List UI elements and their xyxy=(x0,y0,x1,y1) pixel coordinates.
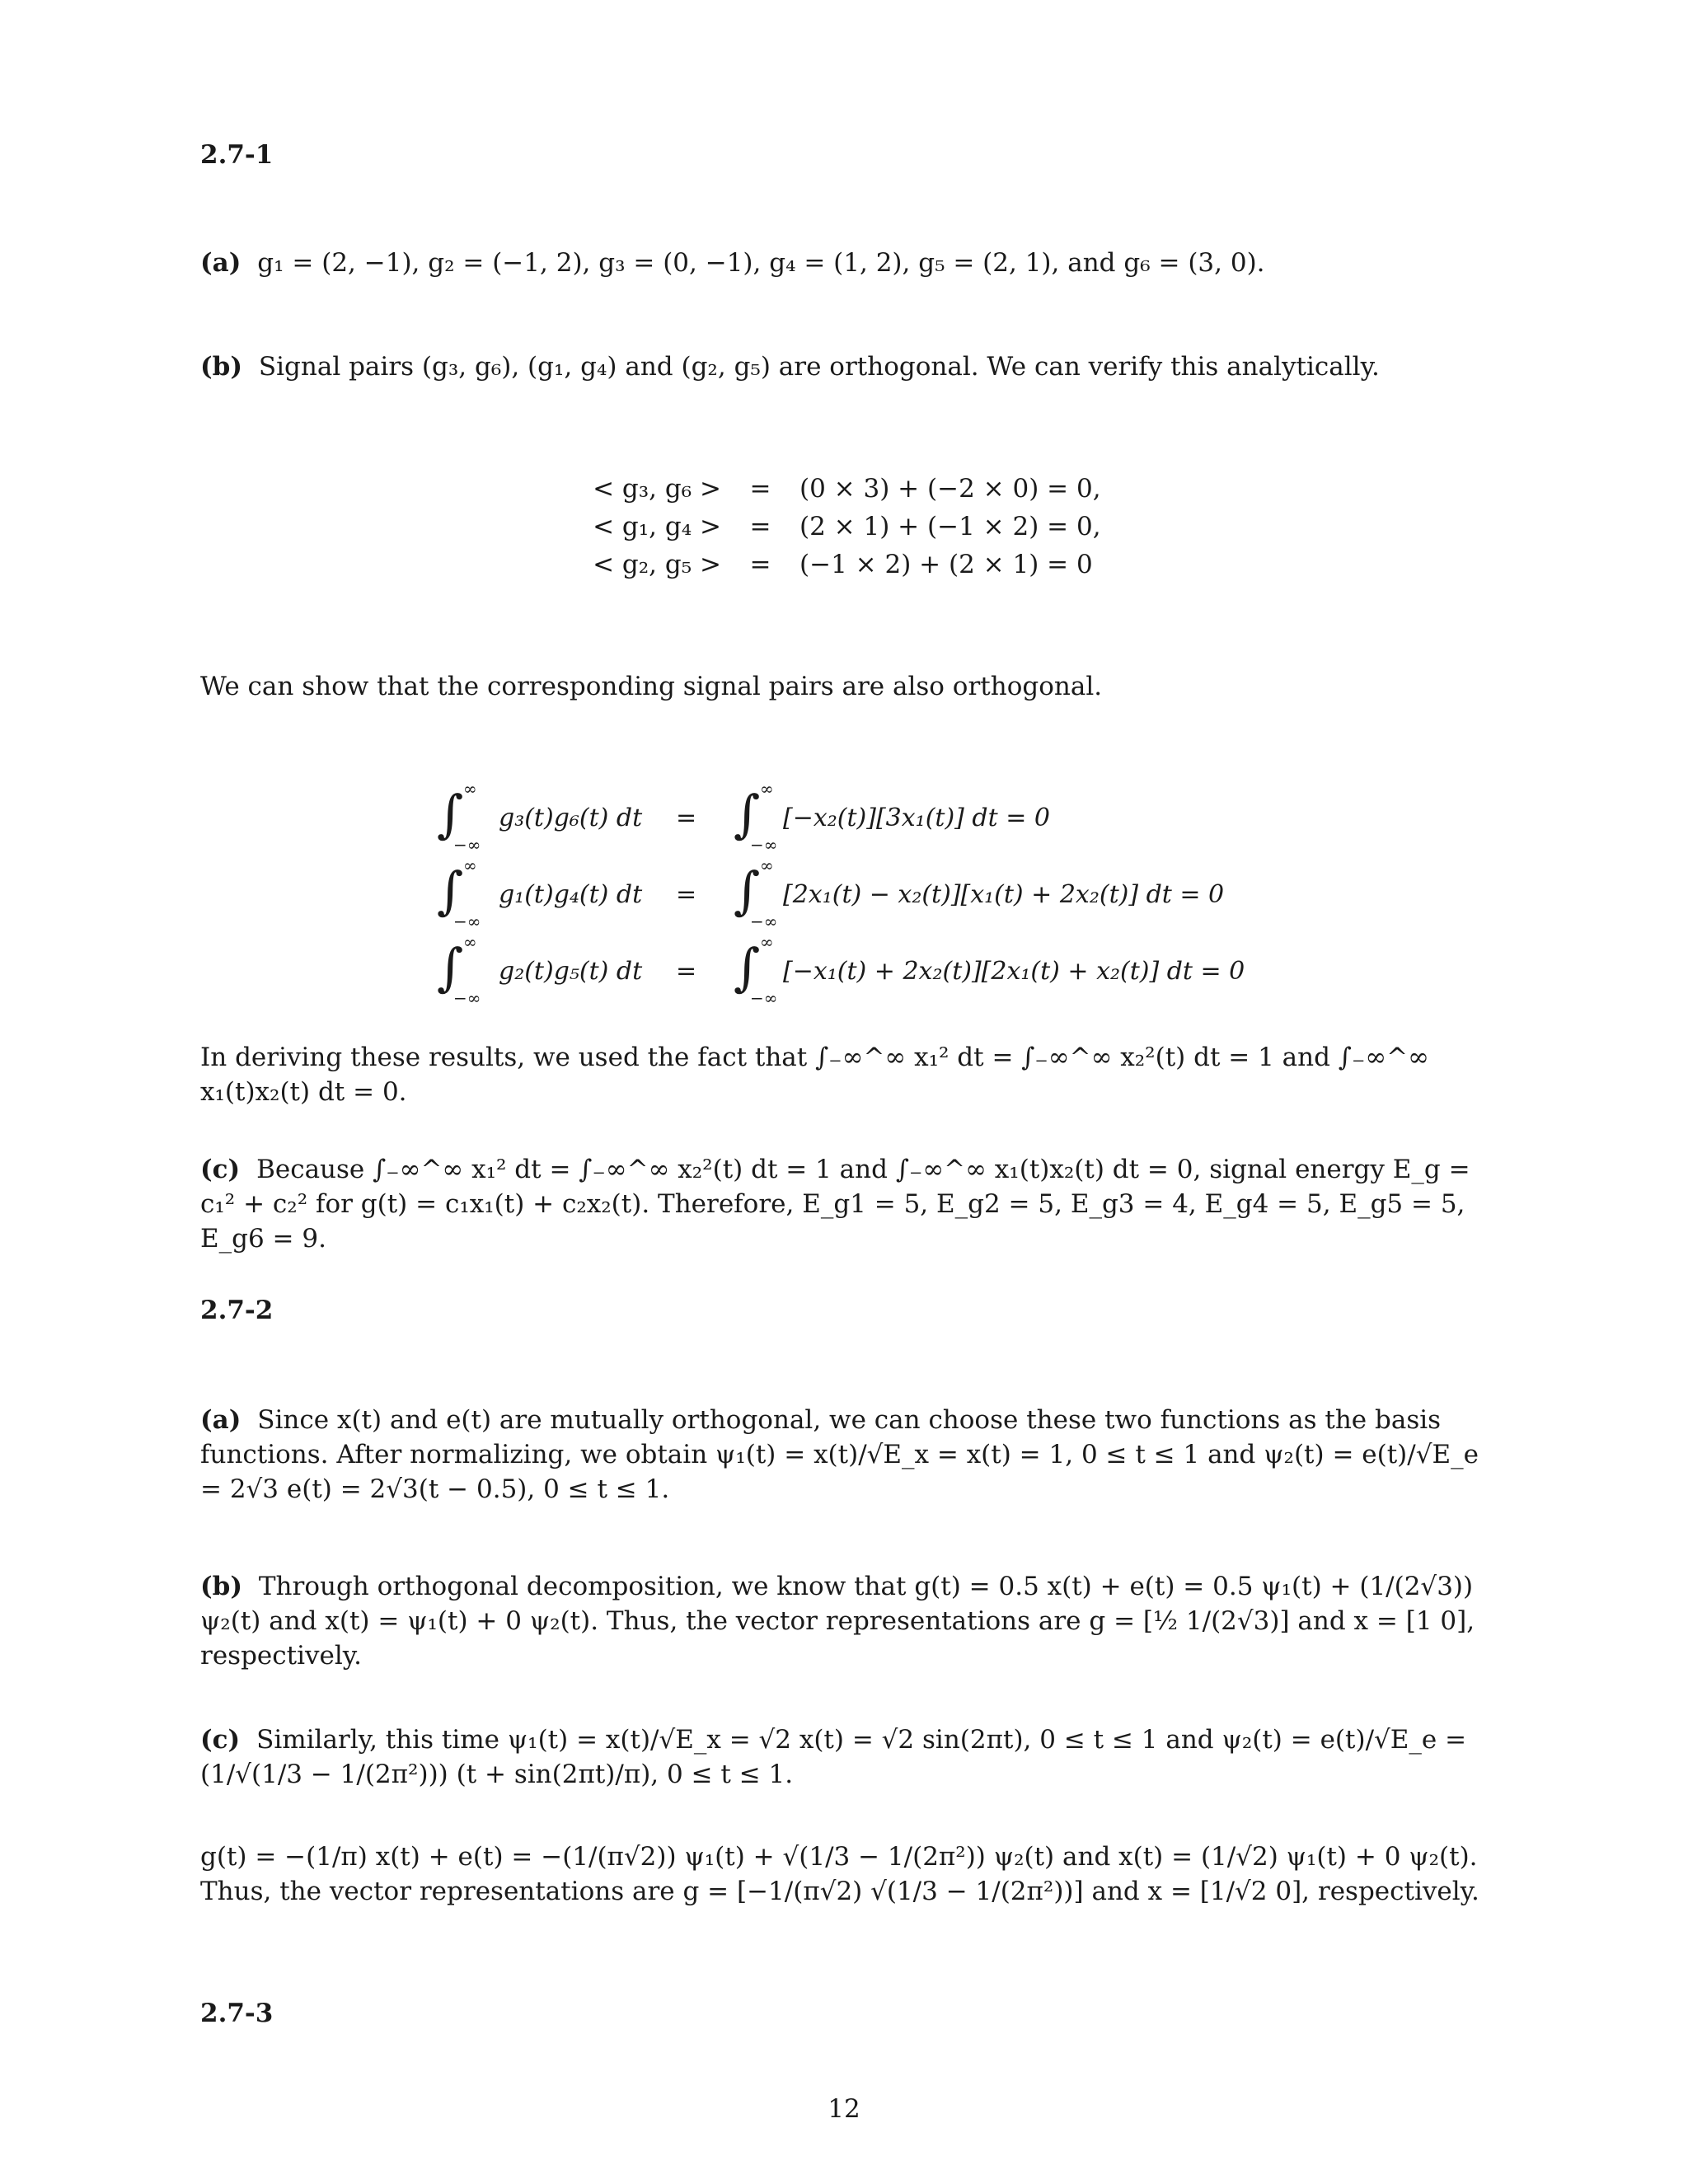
lower-limit: −∞ xyxy=(750,835,778,855)
part-label: (b) xyxy=(200,1572,243,1601)
part-text: Through orthogonal decomposition, we know that g(t) = 0.5 x(t) + e(t) = 0.5 ψ₁(t) + (1/(2√3)) ψ₂(t) and x(t) = ψ₁(t) + 0 ψ₂(t). Thus, the vector representations are g = [½ 1/(2√3)] and x = [1 0], respectively. xyxy=(200,1572,1475,1671)
equation-lhs: < g₁, g₄ > xyxy=(593,512,721,541)
integral-sign-icon: ∫ xyxy=(437,937,464,997)
integral-lhs: g₁(t)g₄(t) dt xyxy=(499,880,643,909)
equation-rhs: (−1 × 2) + (2 × 1) = 0 xyxy=(799,550,1093,579)
part-label: (c) xyxy=(200,1725,241,1755)
equation-row xyxy=(556,508,1101,546)
page-number: 12 xyxy=(828,2094,860,2124)
equals-sign: = xyxy=(676,880,697,909)
integral-lhs: g₂(t)g₅(t) dt xyxy=(499,957,643,986)
paragraph-vector-representations: g(t) = −(1/π) x(t) + e(t) = −(1/(π√2)) ψ₁(t) + √(1/3 − 1/(2π²)) ψ₂(t) and x(t) = (1/√2) ψ₁(t) + 0 ψ₂(t). Thus, the vector representations are g = [−1/(π√2) √(1/3 − 1/(2π²))] and x = [1/√2 0], respectively. xyxy=(200,1842,1479,1906)
integral-rhs: [−x₁(t) + 2x₂(t)][2x₁(t) + x₂(t)] dt = 0 xyxy=(783,957,1245,986)
section-heading-2-7-3: 2.7-3 xyxy=(200,1999,274,2028)
part-label: (b) xyxy=(200,352,243,382)
equals-sign: = xyxy=(676,804,697,832)
integral-sign-icon: ∫ xyxy=(734,784,761,844)
equals-sign: = xyxy=(749,512,771,541)
equals-sign: = xyxy=(749,550,771,579)
equation-rhs: (0 × 3) + (−2 × 0) = 0, xyxy=(799,474,1101,504)
part-c-2-7-2 xyxy=(200,1722,1496,1792)
lower-limit: −∞ xyxy=(453,912,481,931)
section-heading-2-7-1: 2.7-1 xyxy=(200,140,274,170)
part-text: g₁ = (2, −1), g₂ = (−1, 2), g₃ = (0, −1), g₄ = (1, 2), g₅ = (2, 1), and g₆ = (3, 0). xyxy=(257,248,1265,278)
upper-limit: ∞ xyxy=(463,855,477,875)
integral-rhs: [2x₁(t) − x₂(t)][x₁(t) + 2x₂(t)] dt = 0 xyxy=(783,880,1225,909)
integral-lhs: g₃(t)g₆(t) dt xyxy=(499,804,643,832)
equation-rhs: (2 × 1) + (−1 × 2) = 0, xyxy=(799,512,1101,541)
equation-lhs: < g₃, g₆ > xyxy=(593,474,721,504)
upper-limit: ∞ xyxy=(463,932,477,952)
upper-limit: ∞ xyxy=(463,779,477,799)
part-text: Because ∫₋∞^∞ x₁² dt = ∫₋∞^∞ x₂²(t) dt = 1 and ∫₋∞^∞ x₁(t)x₂(t) dt = 0, signal energy E_g = c₁² + c₂² for g(t) = c₁x₁(t) + c₂x₂(t). Therefore, E_g1 = 5, E_g2 = 5, E_g3 = 4, E_g4 = 5, E_g5 = 5, E_g6 = 9. xyxy=(200,1155,1470,1254)
part-b-2-7-2 xyxy=(200,1569,1496,1673)
part-label: (c) xyxy=(200,1155,241,1184)
part-a-2-7-2 xyxy=(200,1403,1496,1507)
paragraph-orthogonal-signals: We can show that the corresponding signal pairs are also orthogonal. xyxy=(200,672,1103,701)
lower-limit: −∞ xyxy=(750,988,778,1008)
equation-row xyxy=(556,546,1101,583)
integral-sign-icon: ∫ xyxy=(437,860,464,921)
paragraph-deriving-results: In deriving these results, we used the fact that ∫₋∞^∞ x₁² dt = ∫₋∞^∞ x₂²(t) dt = 1 and ∫₋∞^∞ x₁(t)x₂(t) dt = 0. xyxy=(200,1043,1429,1107)
part-label: (a) xyxy=(200,248,241,278)
section-heading-2-7-2: 2.7-2 xyxy=(200,1296,274,1325)
part-text: Since x(t) and e(t) are mutually orthogonal, we can choose these two functions as the basis functions. After normalizing, we obtain ψ₁(t) = x(t)/√E_x = x(t) = 1, 0 ≤ t ≤ 1 and ψ₂(t) = e(t)/√E_e = 2√3 e(t) = 2√3(t − 0.5), 0 ≤ t ≤ 1. xyxy=(200,1405,1479,1504)
lower-limit: −∞ xyxy=(453,988,481,1008)
integral-sign-icon: ∫ xyxy=(734,860,761,921)
integral-sign-icon: ∫ xyxy=(437,784,464,844)
equals-sign: = xyxy=(749,474,771,504)
upper-limit: ∞ xyxy=(760,932,774,952)
equation-row xyxy=(556,470,1101,508)
integral-rhs: [−x₂(t)][3x₁(t)] dt = 0 xyxy=(783,804,1050,832)
lower-limit: −∞ xyxy=(750,912,778,931)
part-c-2-7-1 xyxy=(200,1152,1496,1256)
part-text: Similarly, this time ψ₁(t) = x(t)/√E_x = √2 x(t) = √2 sin(2πt), 0 ≤ t ≤ 1 and ψ₂(t) = e(t)/√E_e = (1/√(1/3 − 1/(2π²))) (t + sin(2πt)/π), 0 ≤ t ≤ 1. xyxy=(200,1725,1467,1789)
upper-limit: ∞ xyxy=(760,779,774,799)
inner-product-equations xyxy=(556,470,1101,583)
part-text: Signal pairs (g₃, g₆), (g₁, g₄) and (g₂, g₅) are orthogonal. We can verify this analytically. xyxy=(258,352,1380,382)
equation-lhs: < g₂, g₅ > xyxy=(593,550,721,579)
upper-limit: ∞ xyxy=(760,855,774,875)
part-label: (a) xyxy=(200,1405,241,1435)
lower-limit: −∞ xyxy=(453,835,481,855)
integral-sign-icon: ∫ xyxy=(734,937,761,997)
equals-sign: = xyxy=(676,957,697,986)
part-a-2-7-1 xyxy=(200,246,1496,280)
part-b-2-7-1 xyxy=(200,349,1496,384)
